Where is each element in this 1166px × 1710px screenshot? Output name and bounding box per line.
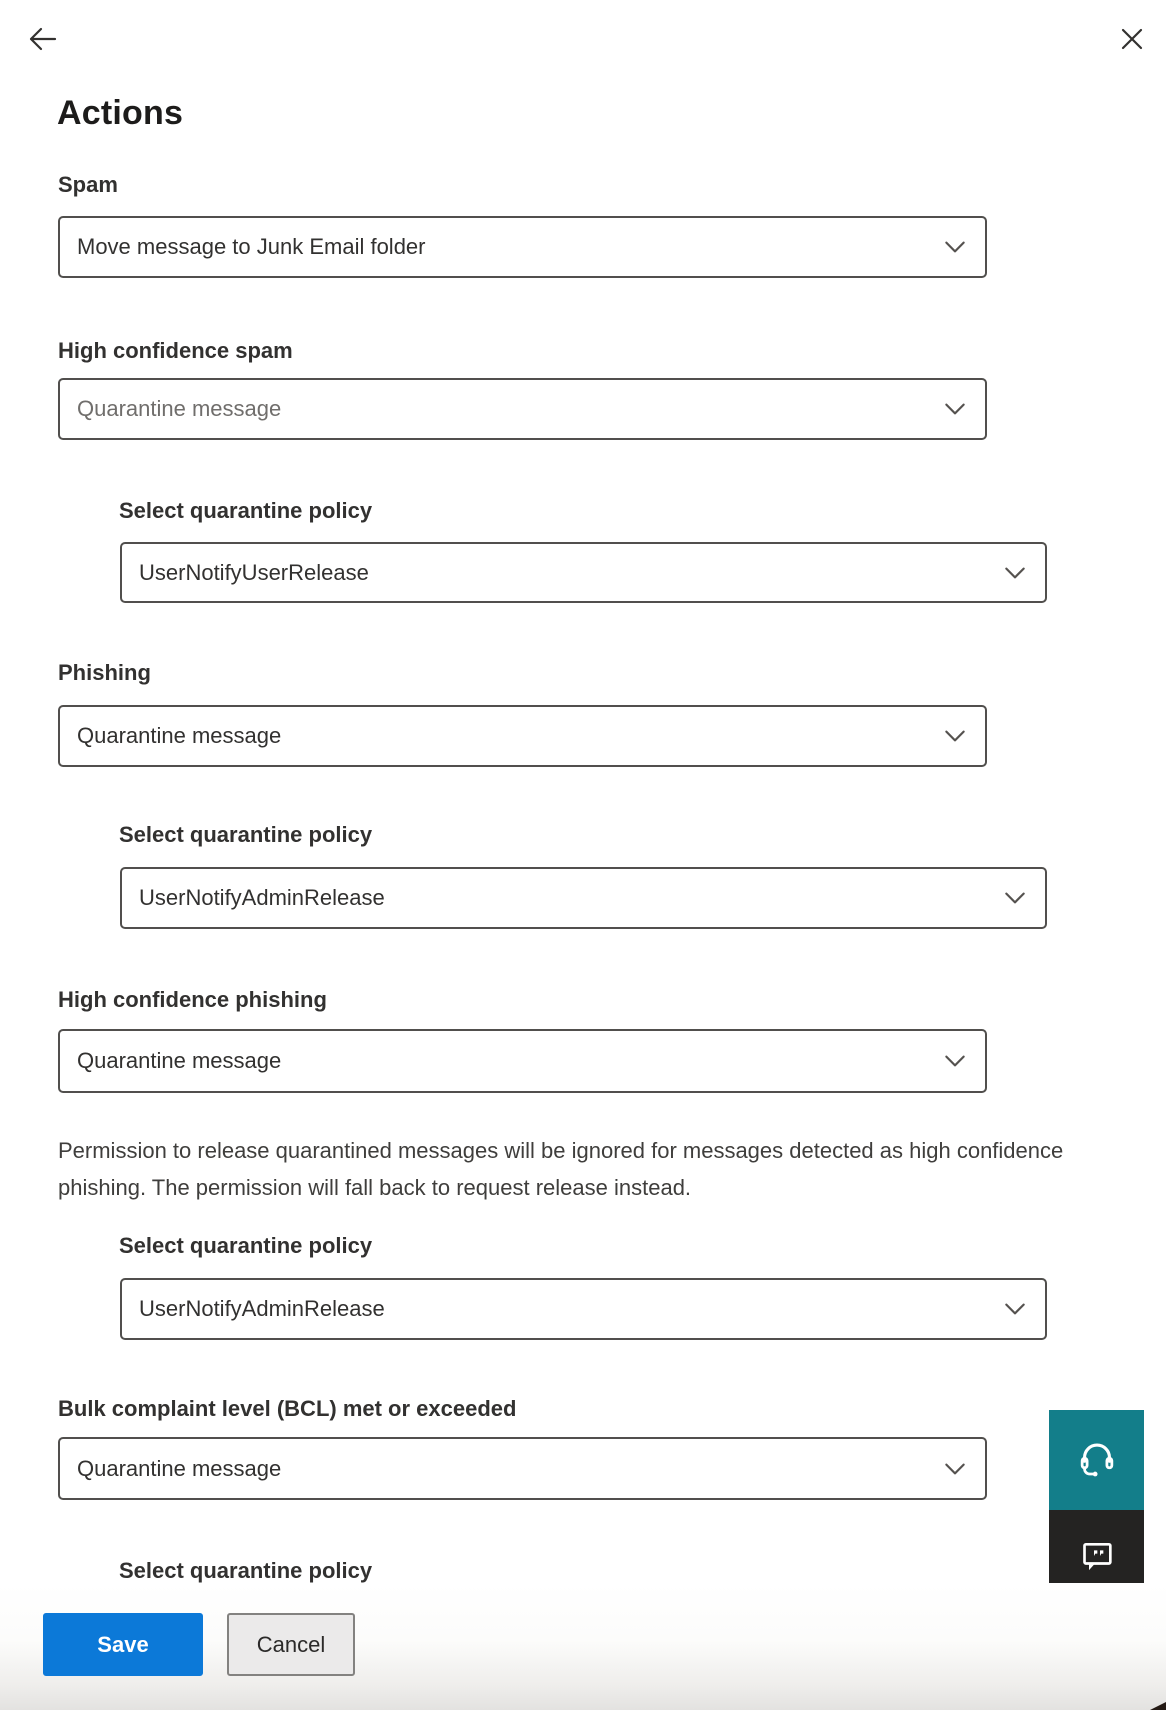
chevron-down-icon [942,1456,968,1482]
hcs-quarantine-policy-label: Select quarantine policy [119,498,373,523]
chevron-down-icon [942,1048,968,1074]
hcp-quarantine-policy-dropdown[interactable] [120,1278,1047,1340]
spam-label: Spam [58,172,118,197]
feedback-icon [1077,1536,1117,1579]
footer-bar [0,1583,1166,1710]
high-confidence-spam-dropdown[interactable] [58,378,987,440]
close-button[interactable] [1112,20,1152,60]
chevron-down-icon [942,396,968,422]
high-confidence-spam-label: High confidence spam [58,338,293,363]
back-button[interactable] [22,20,62,60]
bcl-dropdown[interactable] [58,1437,987,1500]
phishing-quarantine-policy-dropdown[interactable] [120,867,1047,929]
dropdown-value: UserNotifyAdminRelease [139,885,385,910]
chevron-down-icon [1002,560,1028,586]
page-title: Actions [57,94,184,132]
dropdown-value: UserNotifyUserRelease [139,559,369,585]
dropdown-value: Quarantine message [77,723,282,748]
help-button[interactable] [1049,1410,1144,1510]
phishing-quarantine-policy-label: Select quarantine policy [119,822,373,847]
dropdown-value: Quarantine message [77,1048,282,1073]
high-confidence-phishing-label: High confidence phishing [58,987,327,1012]
dropdown-value: Quarantine message [77,396,282,421]
bcl-quarantine-policy-label-clipped [119,1558,539,1584]
chevron-down-icon [1002,1296,1028,1322]
hcp-permission-note: Permission to release quarantined messages will be ignored for messages detected as high confidence phishing. The permission will fall back to request release instead. [58,1138,1064,1200]
phishing-dropdown[interactable] [58,705,987,767]
hcp-quarantine-policy-label: Select quarantine policy [119,1233,373,1258]
close-icon [1116,23,1148,58]
cancel-button[interactable]: Cancel [227,1613,355,1676]
bcl-label: Bulk complaint level (BCL) met or exceeded [58,1396,517,1421]
dropdown-value: UserNotifyAdminRelease [139,1296,385,1321]
bcl-quarantine-policy-label: Select quarantine policy [119,1558,373,1583]
arrow-left-icon [24,21,60,60]
chevron-down-icon [942,234,968,260]
chevron-down-icon [942,723,968,749]
spam-dropdown[interactable] [58,216,987,278]
dropdown-value: Quarantine message [77,1455,282,1481]
phishing-label: Phishing [58,660,151,685]
chevron-down-icon [1002,885,1028,911]
save-button[interactable]: Save [43,1613,203,1676]
hcs-quarantine-policy-dropdown[interactable] [120,542,1047,603]
dropdown-value: Move message to Junk Email folder [77,234,426,259]
headset-icon [1075,1437,1119,1484]
high-confidence-phishing-dropdown[interactable] [58,1029,987,1093]
